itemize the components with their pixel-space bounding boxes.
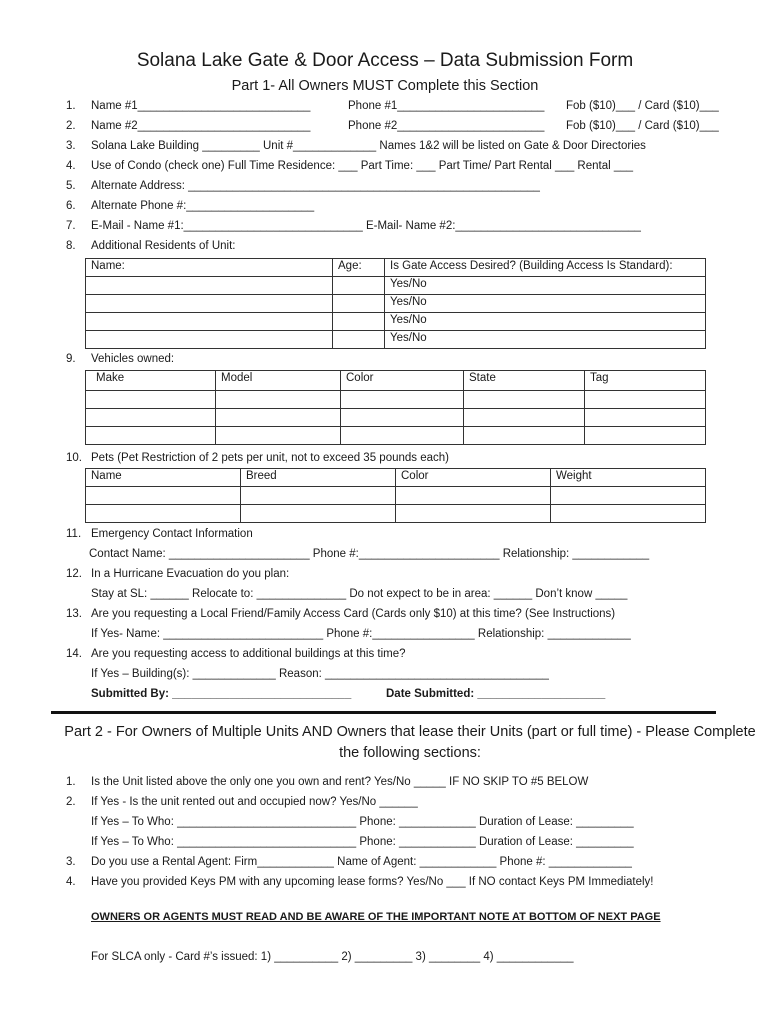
buildings-field[interactable]: If Yes – Building(s): _____________ Reason: ___________________________________ xyxy=(91,668,549,680)
part2-heading: Part 2 - For Owners of Multiple Units AND Owners that lease their Units (part or full time) - Please Complete the following sections: xyxy=(64,724,756,761)
section-divider xyxy=(51,711,716,714)
state-cell[interactable] xyxy=(464,391,585,409)
color-cell[interactable] xyxy=(341,427,464,445)
column-header: Is Gate Access Desired? (Building Access Is Standard): xyxy=(385,259,706,277)
item-number: 10. xyxy=(66,452,82,464)
important-notice: OWNERS OR AGENTS MUST READ AND BE AWARE OF THE IMPORTANT NOTE AT BOTTOM OF NEXT PAGE xyxy=(91,911,661,923)
pets-table xyxy=(85,468,706,523)
column-header: Color xyxy=(341,371,464,391)
make-cell[interactable] xyxy=(86,409,216,427)
rented-out-field[interactable]: If Yes - Is the unit rented out and occupied now? Yes/No ______ xyxy=(91,796,418,808)
table-header-row xyxy=(86,371,706,391)
only-unit-field[interactable]: Is the Unit listed above the only one you own and rent? Yes/No _____ IF NO SKIP TO #5 BELOW xyxy=(91,776,589,788)
item-number: 11. xyxy=(66,528,82,540)
item-number: 5. xyxy=(66,180,76,192)
submitted-by-field[interactable]: Submitted By: ____________________________ xyxy=(91,688,352,700)
table-row[interactable] xyxy=(86,409,706,427)
tag-cell[interactable] xyxy=(585,391,706,409)
friend-card-field[interactable]: If Yes- Name: _________________________ Phone #:________________ Relationship: _____________ xyxy=(91,628,631,640)
resident-name-cell[interactable] xyxy=(86,295,333,313)
breed-cell[interactable] xyxy=(241,505,396,523)
weight-cell[interactable] xyxy=(551,487,706,505)
table-header-row xyxy=(86,469,706,487)
gate-access-cell[interactable]: Yes/No xyxy=(385,295,706,313)
item-number: 2. xyxy=(66,796,76,808)
buildings-label: Are you requesting access to additional buildings at this time? xyxy=(91,648,406,660)
fob-card1-field[interactable]: Fob ($10)___ / Card ($10)___ xyxy=(566,100,719,112)
condo-use-field[interactable]: Use of Condo (check one) Full Time Residence: ___ Part Time: ___ Part Time/ Part Rental ___ Rental ___ xyxy=(91,160,634,172)
pet-name-cell[interactable] xyxy=(86,505,241,523)
friend-card-label: Are you requesting a Local Friend/Family Access Card (Cards only $10) at this time? (See Instructions) xyxy=(91,608,616,620)
table-row[interactable] xyxy=(86,391,706,409)
column-header: Model xyxy=(216,371,341,391)
table-row[interactable] xyxy=(86,295,706,313)
item-number: 14. xyxy=(66,648,82,660)
item-number: 4. xyxy=(66,160,76,172)
resident-age-cell[interactable] xyxy=(333,295,385,313)
tag-cell[interactable] xyxy=(585,427,706,445)
alternate-phone-field[interactable]: Alternate Phone #:____________________ xyxy=(91,200,315,212)
hurricane-label: In a Hurricane Evacuation do you plan: xyxy=(91,568,290,580)
item-number: 2. xyxy=(66,120,76,132)
date-submitted-field[interactable]: Date Submitted: ____________________ xyxy=(386,688,606,700)
tenant2-field[interactable]: If Yes – To Who: ____________________________ Phone: ____________ Duration of Lease: _________ xyxy=(91,836,634,848)
emergency-contact-field[interactable]: Contact Name: ______________________ Phone #:______________________ Relationship: ____________ xyxy=(89,548,650,560)
column-header: Breed xyxy=(241,469,396,487)
model-cell[interactable] xyxy=(216,427,341,445)
email-field[interactable]: E-Mail - Name #1:____________________________ E-Mail- Name #2:_____________________________ xyxy=(91,220,641,232)
table-row[interactable] xyxy=(86,505,706,523)
resident-age-cell[interactable] xyxy=(333,331,385,349)
vehicles-label: Vehicles owned: xyxy=(91,353,175,365)
pets-label: Pets (Pet Restriction of 2 pets per unit, not to exceed 35 pounds each) xyxy=(91,452,449,464)
table-row[interactable] xyxy=(86,313,706,331)
color-cell[interactable] xyxy=(341,391,464,409)
table-row[interactable] xyxy=(86,331,706,349)
resident-name-cell[interactable] xyxy=(86,331,333,349)
gate-access-cell[interactable]: Yes/No xyxy=(385,313,706,331)
gate-access-cell[interactable]: Yes/No xyxy=(385,277,706,295)
lease-forms-field[interactable]: Have you provided Keys PM with any upcoming lease forms? Yes/No ___ If NO contact Keys PM Immediately! xyxy=(91,876,654,888)
column-header: State xyxy=(464,371,585,391)
rental-agent-field[interactable]: Do you use a Rental Agent: Firm____________ Name of Agent: ____________ Phone #: _____________ xyxy=(91,856,632,868)
color-cell[interactable] xyxy=(341,409,464,427)
resident-name-cell[interactable] xyxy=(86,313,333,331)
gate-access-cell[interactable]: Yes/No xyxy=(385,331,706,349)
breed-cell[interactable] xyxy=(241,487,396,505)
state-cell[interactable] xyxy=(464,409,585,427)
column-header: Weight xyxy=(551,469,706,487)
building-unit-field[interactable]: Solana Lake Building _________ Unit #_____________ Names 1&2 will be listed on Gate & Door Directories xyxy=(91,140,646,152)
name2-field[interactable]: Name #2___________________________ xyxy=(91,120,311,132)
item-number: 1. xyxy=(66,100,76,112)
table-row[interactable] xyxy=(86,427,706,445)
fob-card2-field[interactable]: Fob ($10)___ / Card ($10)___ xyxy=(566,120,719,132)
make-cell[interactable] xyxy=(86,427,216,445)
residents-label: Additional Residents of Unit: xyxy=(91,240,236,252)
column-header: Age: xyxy=(333,259,385,277)
item-number: 4. xyxy=(66,876,76,888)
item-number: 3. xyxy=(66,856,76,868)
pet-color-cell[interactable] xyxy=(396,505,551,523)
item-number: 3. xyxy=(66,140,76,152)
item-number: 8. xyxy=(66,240,76,252)
column-header: Make xyxy=(86,371,216,391)
weight-cell[interactable] xyxy=(551,505,706,523)
item-number: 9. xyxy=(66,353,76,365)
resident-name-cell[interactable] xyxy=(86,277,333,295)
table-header-row xyxy=(86,259,706,277)
item-number: 1. xyxy=(66,776,76,788)
item-number: 7. xyxy=(66,220,76,232)
column-header: Tag xyxy=(585,371,706,391)
state-cell[interactable] xyxy=(464,427,585,445)
hurricane-plan-field[interactable]: Stay at SL: ______ Relocate to: ______________ Do not expect to be in area: ______ Don’t know _____ xyxy=(91,588,628,600)
tenant1-field[interactable]: If Yes – To Who: ____________________________ Phone: ____________ Duration of Lease: _________ xyxy=(91,816,634,828)
emergency-label: Emergency Contact Information xyxy=(91,528,253,540)
slca-card-field[interactable]: For SLCA only - Card #’s issued: 1) __________ 2) _________ 3) ________ 4) ____________ xyxy=(91,951,574,963)
table-row[interactable] xyxy=(86,277,706,295)
phone1-field[interactable]: Phone #1_______________________ xyxy=(348,100,545,112)
make-cell[interactable] xyxy=(86,391,216,409)
table-row[interactable] xyxy=(86,487,706,505)
pet-color-cell[interactable] xyxy=(396,487,551,505)
item-number: 12. xyxy=(66,568,82,580)
form-title: Solana Lake Gate & Door Access – Data Submission Form xyxy=(136,50,634,71)
part1-heading: Part 1- All Owners MUST Complete this Section xyxy=(231,78,539,94)
resident-age-cell[interactable] xyxy=(333,277,385,295)
alternate-address-field[interactable]: Alternate Address: _______________________________________________________ xyxy=(91,180,540,192)
pet-name-cell[interactable] xyxy=(86,487,241,505)
model-cell[interactable] xyxy=(216,391,341,409)
residents-table xyxy=(85,258,706,349)
item-number: 6. xyxy=(66,200,76,212)
name1-field[interactable]: Name #1___________________________ xyxy=(91,100,311,112)
column-header: Name: xyxy=(86,259,333,277)
model-cell[interactable] xyxy=(216,409,341,427)
tag-cell[interactable] xyxy=(585,409,706,427)
column-header: Color xyxy=(396,469,551,487)
phone2-field[interactable]: Phone #2_______________________ xyxy=(348,120,545,132)
item-number: 13. xyxy=(66,608,82,620)
resident-age-cell[interactable] xyxy=(333,313,385,331)
column-header: Name xyxy=(86,469,241,487)
vehicles-table xyxy=(85,370,706,445)
